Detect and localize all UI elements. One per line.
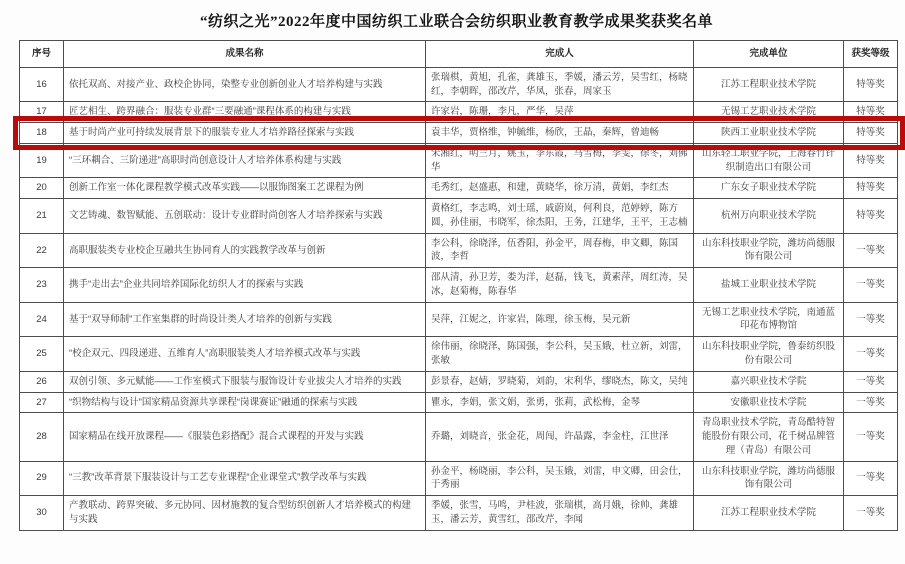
table-row xyxy=(20,337,898,372)
completers: 孙金平，杨晓丽，李公科，吴玉娥，刘雷，申文卿，田会仕，于秀丽 xyxy=(426,461,694,496)
highlighted-table-row xyxy=(20,123,898,144)
completing-unit: 江苏工程职业技术学院 xyxy=(694,67,844,102)
award-level: 一等奖 xyxy=(844,496,898,531)
row-no: 29 xyxy=(20,461,64,496)
completers: 宋湘红，明兰月，姚玉，李东霞，马雪梅，李雯，徐冬，刘佛华 xyxy=(426,143,694,178)
award-level: 一等奖 xyxy=(844,413,898,461)
achievement-name: 创新工作室一体化课程教学模式改革实践——以服饰图案工艺课程为例 xyxy=(64,178,426,199)
row-no: 28 xyxy=(20,413,64,461)
completers: 瞿永，李娟，张文娟，张勇，张莉，武松梅，金琴 xyxy=(426,392,694,413)
completers: 黄格红，李志鸣，刘士瑶，戚蔚岚，何利良，范婷婷，陈方圆，孙佳丽，韦晓军，徐杰阳，王务，江建华，王平，王志楠 xyxy=(426,199,694,234)
award-level: 一等奖 xyxy=(844,461,898,496)
completing-unit: 无锡工艺职业技术学院 xyxy=(694,102,844,123)
completing-unit: 青岛职业技术学院，青岛酷特智能股份有限公司，花千树品牌管理（青岛）有限公司 xyxy=(694,413,844,461)
achievement-name: 文艺铸魂、数智赋能、五创联动：设计专业群时尚创客人才培养探索与实践 xyxy=(64,199,426,234)
column-header-name: 成果名称 xyxy=(64,41,426,68)
column-header-people: 完成人 xyxy=(426,41,694,68)
award-level: 特等奖 xyxy=(844,102,898,123)
completers: 张瑞棋，黄旭，孔雀，龚雄玉，季媛，潘云芳，吴雪红，杨晓红，李朝晖，邵改芹，华凤，张春，周家玉 xyxy=(426,67,694,102)
award-level: 特等奖 xyxy=(844,67,898,102)
row-no: 25 xyxy=(20,337,64,372)
column-header-award: 获奖等级 xyxy=(844,41,898,68)
completing-unit: 嘉兴职业技术学院 xyxy=(694,371,844,392)
completing-unit: 无锡工艺职业技术学院，南通蓝印花布博物馆 xyxy=(694,302,844,337)
award-level: 特等奖 xyxy=(844,123,898,144)
achievement-name: 基于“双导师制”工作室集群的时尚设计类人才培养的创新与实践 xyxy=(64,302,426,337)
completers: 彭景春，赵婧，罗晓菊，刘韵，宋利华，缪晓杰，陈文，吴纯 xyxy=(426,371,694,392)
achievement-name: 国家精品在线开放课程——《服装色彩搭配》混合式课程的开发与实践 xyxy=(64,413,426,461)
award-level: 一等奖 xyxy=(844,233,898,268)
award-level: 一等奖 xyxy=(844,337,898,372)
table-header-row xyxy=(20,41,898,68)
row-no: 16 xyxy=(20,67,64,102)
achievement-name: 匠艺相生、跨界融合：服装专业群“三要融通”课程体系的构建与实践 xyxy=(64,102,426,123)
row-no: 19 xyxy=(20,143,64,178)
achievement-name: “三环耦合、三阶递进”高职时尚创意设计人才培养体系构建与实践 xyxy=(64,143,426,178)
achievement-name: 携手“走出去”企业共同培养国际化纺织人才的探索与实践 xyxy=(64,268,426,303)
table-row xyxy=(20,199,898,234)
completers: 季媛，张雪，马鸣，尹桂波，张瑞棋，高月娥，徐帅，龚雄玉，潘云芳，黄雪红，邵改芹，李闻 xyxy=(426,496,694,531)
row-no: 30 xyxy=(20,496,64,531)
table-row xyxy=(20,233,898,268)
column-header-org: 完成单位 xyxy=(694,41,844,68)
achievement-name: “校企双元、四段递进、五维育人”高职服装类人才培养模式改革与实践 xyxy=(64,337,426,372)
row-no: 17 xyxy=(20,102,64,123)
completers: 许家岩，陈珊，李凡，严华，吴萍 xyxy=(426,102,694,123)
row-no: 18 xyxy=(20,123,64,144)
completers: 李公科，徐晓泽，伍香阳，孙金平，周春梅，申文卿，陈国波，李哲 xyxy=(426,233,694,268)
award-level: 一等奖 xyxy=(844,302,898,337)
table-row xyxy=(20,143,898,178)
achievement-name: 高职服装类专业校企互融共生协同育人的实践教学改革与创新 xyxy=(64,233,426,268)
completers: 乔璐，刘晓音，张金花，周闯，许晶露，李金柱，江世泽 xyxy=(426,413,694,461)
award-level: 特等奖 xyxy=(844,199,898,234)
table-row xyxy=(20,102,898,123)
table-row xyxy=(20,496,898,531)
completing-unit: 山东科技职业学院，潍坊尚德服饰有限公司 xyxy=(694,461,844,496)
achievement-name: 依托双高、对接产业、政校企协同，染整专业创新创业人才培养构建与实践 xyxy=(64,67,426,102)
completers: 袁丰华，贾格维，钟毓维，杨欣，王晶，秦辉，曾迪畅 xyxy=(426,123,694,144)
completing-unit: 盐城工业职业技术学院 xyxy=(694,268,844,303)
completing-unit: 山东轻工职业学院，上海春竹针织制造出口有限公司 xyxy=(694,143,844,178)
table-row xyxy=(20,392,898,413)
award-level: 特等奖 xyxy=(844,143,898,178)
table-row xyxy=(20,461,898,496)
completing-unit: 山东科技职业学院，鲁泰纺织股份有限公司 xyxy=(694,337,844,372)
achievement-name: 产教联动、跨界突破、多元协同、因材施教的复合型纺织创新人才培养模式的构建与实践 xyxy=(64,496,426,531)
table-row xyxy=(20,413,898,461)
achievement-name: “织物结构与设计”国家精品资源共享课程“岗课赛证”融通的探索与实践 xyxy=(64,392,426,413)
column-header-no: 序号 xyxy=(20,41,64,68)
table-row xyxy=(20,67,898,102)
completing-unit: 安徽职业技术学院 xyxy=(694,392,844,413)
row-no: 23 xyxy=(20,268,64,303)
table-row xyxy=(20,302,898,337)
table-row xyxy=(20,371,898,392)
row-no: 26 xyxy=(20,371,64,392)
page-title: “纺织之光”2022年度中国纺织工业联合会纺织职业教育教学成果奖获奖名单 xyxy=(199,14,713,30)
completing-unit: 陕西工业职业技术学院 xyxy=(694,123,844,144)
completing-unit: 杭州万向职业技术学院 xyxy=(694,199,844,234)
achievement-name: 双创引领、多元赋能——工作室模式下服装与服饰设计专业拔尖人才培养的实践 xyxy=(64,371,426,392)
completing-unit: 山东科技职业学院，潍坊尚德服饰有限公司 xyxy=(694,233,844,268)
table-row xyxy=(20,268,898,303)
row-no: 22 xyxy=(20,233,64,268)
award-level: 一等奖 xyxy=(844,392,898,413)
achievement-name: 基于时尚产业可持续发展背景下的服装专业人才培养路径探索与实践 xyxy=(64,123,426,144)
row-no: 21 xyxy=(20,199,64,234)
award-level: 一等奖 xyxy=(844,268,898,303)
awards-table xyxy=(19,40,898,531)
completers: 毛秀红，赵盛惠，和建，黄晓华，徐万清，黄娟，李红杰 xyxy=(426,178,694,199)
completers: 邵从清，孙卫芳，娄为洋，赵磊，钱飞，黄素萍，周红涛，吴冰，赵菊梅，陈春华 xyxy=(426,268,694,303)
table-row xyxy=(20,178,898,199)
completers: 徐伟丽，徐晓泽，陈国强，李公科，吴玉娥，杜立新，刘雷，张敏 xyxy=(426,337,694,372)
award-level: 一等奖 xyxy=(844,371,898,392)
completing-unit: 广东女子职业技术学院 xyxy=(694,178,844,199)
row-no: 27 xyxy=(20,392,64,413)
achievement-name: “三教”改革背景下服装设计与工艺专业课程“企业课堂式”教学改革与实践 xyxy=(64,461,426,496)
completing-unit: 江苏工程职业技术学院 xyxy=(694,496,844,531)
award-level: 特等奖 xyxy=(844,178,898,199)
row-no: 24 xyxy=(20,302,64,337)
completers: 吴萍，江妮之，许家岩，陈理，徐玉梅，吴元新 xyxy=(426,302,694,337)
row-no: 20 xyxy=(20,178,64,199)
